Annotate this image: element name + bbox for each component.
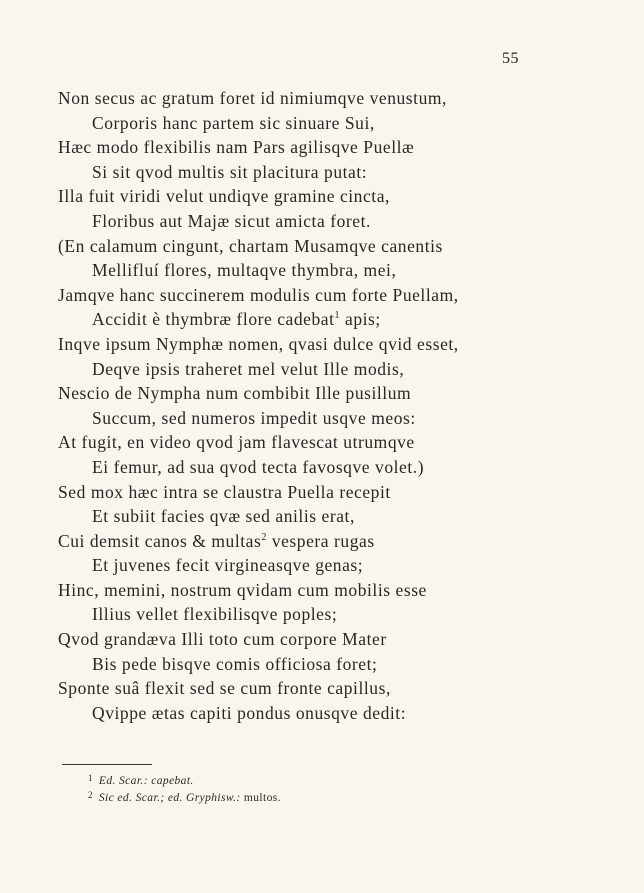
verse-line-21: Hinc, memini, nostrum qvidam cum mobilis esse xyxy=(58,579,427,600)
verse-line-23: Qvod grandæva Illi toto cum corpore Mater xyxy=(58,629,387,650)
verse-line-8: Mellifluí flores, multaqve thymbra, mei, xyxy=(92,260,397,281)
verse-line-13: Nescio de Nympha num combibit Ille pusillum xyxy=(58,383,412,404)
footnote-1 xyxy=(88,770,281,787)
verse-line-14: Succum, sed numeros impedit usqve meos: xyxy=(92,407,416,428)
verse-line-26: Qvippe ætas capiti pondus onusqve dedit: xyxy=(92,702,407,723)
footnote-marker-1: 1 xyxy=(334,310,341,322)
verse-line-25: Sponte suâ flexit sed se cum fronte capillus, xyxy=(58,678,391,699)
footnote-divider xyxy=(62,764,152,765)
verse-line-19-text: Cui demsit canos & multas xyxy=(58,530,262,551)
verse-line-10-tail: apis; xyxy=(340,309,381,330)
verse-line-5: Illa fuit viridi velut undiqve gramine cincta, xyxy=(58,186,390,207)
footnote-2 xyxy=(88,787,281,804)
verse-line-19-tail: vespera rugas xyxy=(266,530,375,551)
verse-line-17: Sed mox hæc intra se claustra Puella recepit xyxy=(58,481,391,502)
verse-line-2: Corporis hanc partem sic sinuare Sui, xyxy=(92,112,375,133)
footnote-1-mark: 1 xyxy=(88,773,93,783)
footnotes xyxy=(88,770,281,804)
verse-line-22: Illius vellet flexibilisqve poples; xyxy=(92,604,338,625)
verse-line-3: Hæc modo flexibilis nam Pars agilisqve Puellæ xyxy=(58,137,415,158)
verse-line-10 xyxy=(0,307,644,332)
verse-line-24: Bis pede bisqve comis officiosa foret; xyxy=(92,653,378,674)
verse-line-7: (En calamum cingunt, chartam Musamqve canentis xyxy=(58,235,443,256)
verse-line-6: Floribus aut Majæ sicut amicta foret. xyxy=(92,210,371,231)
verse-line-15: At fugit, en video qvod jam flavescat utrumqve xyxy=(58,432,415,453)
verse-line-20: Et juvenes fecit virgineasqve genas; xyxy=(92,555,364,576)
verse-line-12: Deqve ipsis traheret mel velut Ille modis, xyxy=(92,358,405,379)
verse-line-10-text: Accidit è thymbræ flore cadebat xyxy=(92,309,335,330)
verse-line-9: Jamqve hanc succinerem modulis cum forte Puellam, xyxy=(58,284,459,305)
verse-line-16: Ei femur, ad sua qvod tecta favosqve volet.) xyxy=(92,456,425,477)
footnote-2-mark: 2 xyxy=(88,790,93,800)
verse-line-4: Si sit qvod multis sit placitura putat: xyxy=(92,161,368,182)
footnote-2-source: Sic ed. Scar.; ed. Gryphisw.: xyxy=(98,792,241,804)
verse-line-19 xyxy=(0,529,644,554)
page-number: 55 xyxy=(502,50,519,67)
verse-line-18: Et subiit facies qvæ sed anilis erat, xyxy=(92,506,355,527)
verse-line-1: Non secus ac gratum foret id nimiumqve venustum, xyxy=(58,88,447,108)
footnote-marker-2: 2 xyxy=(261,531,267,543)
poem-text xyxy=(0,86,644,725)
verse-line-11: Inqve ipsum Nymphæ nomen, qvasi dulce qvid esset, xyxy=(58,333,459,354)
footnote-2-reading: multos. xyxy=(240,792,281,804)
footnote-1-text: Ed. Scar.: capebat. xyxy=(98,775,194,787)
